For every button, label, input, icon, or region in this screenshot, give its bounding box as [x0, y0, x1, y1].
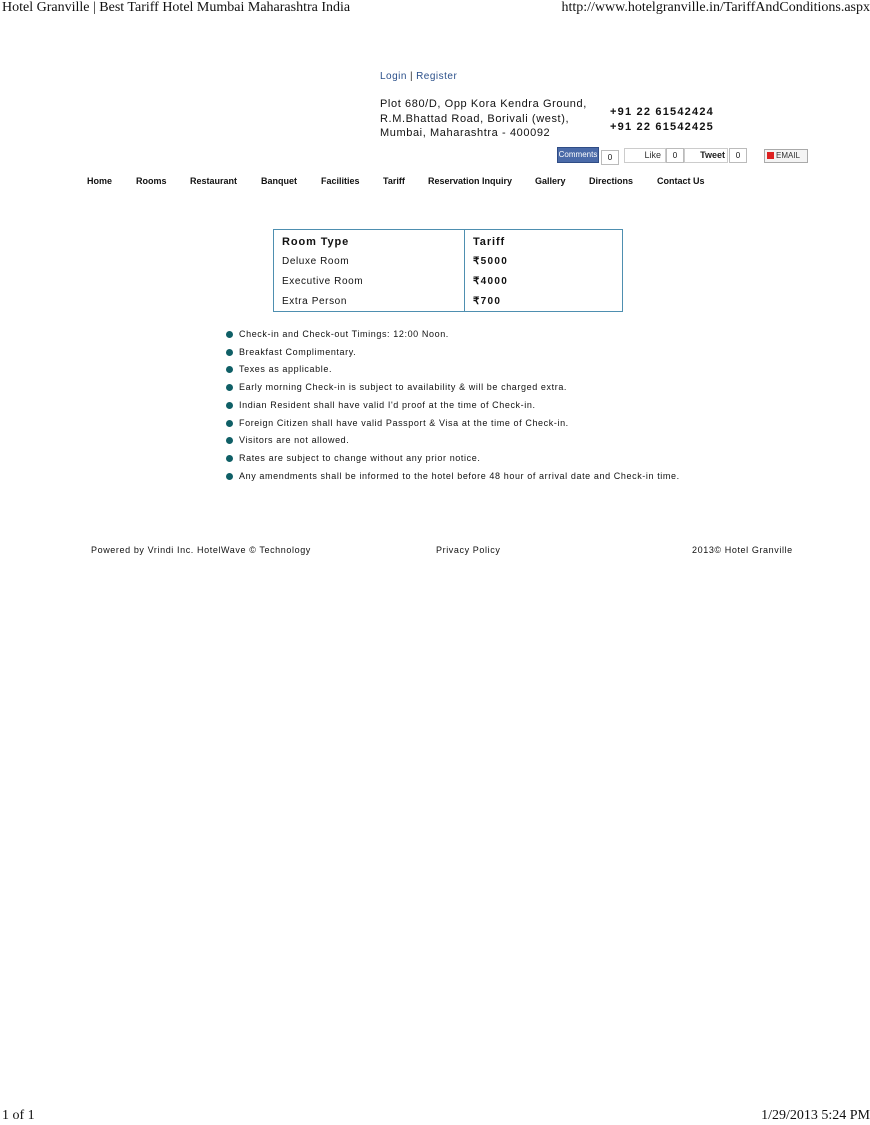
print-datetime: 1/29/2013 5:24 PM: [761, 1108, 870, 1123]
list-item: Texes as applicable.: [226, 361, 691, 379]
like-count: 0: [666, 148, 684, 163]
room-type-cell: Deluxe Room: [282, 255, 350, 267]
nav-restaurant[interactable]: Restaurant: [190, 176, 238, 186]
nav-tariff[interactable]: Tariff: [383, 176, 405, 186]
nav-contact-us[interactable]: Contact Us: [657, 176, 705, 186]
nav-rooms[interactable]: Rooms: [136, 176, 167, 186]
room-type-cell: Executive Room: [282, 275, 364, 287]
table-row: [274, 251, 623, 271]
column-header-room-type: Room Type: [282, 235, 350, 248]
tariff-table: [273, 229, 623, 312]
privacy-policy-link[interactable]: Privacy Policy: [436, 545, 501, 555]
print-header: [0, 0, 870, 18]
table-row: [274, 291, 623, 312]
nav-directions[interactable]: Directions: [589, 176, 634, 186]
list-item: Rates are subject to change without any prior notice.: [226, 450, 691, 468]
email-label: EMAIL: [776, 151, 801, 160]
address-line: Mumbai, Maharashtra - 400092: [380, 127, 551, 139]
main-nav: [0, 176, 870, 194]
print-title: Hotel Granville | Best Tariff Hotel Mumbai Maharashtra India: [2, 0, 351, 15]
auth-links: [380, 71, 457, 82]
hotel-address: [380, 97, 600, 141]
auth-separator: |: [409, 71, 414, 82]
tweet-button[interactable]: Tweet: [684, 148, 728, 163]
phone-number: +91 22 61542424: [610, 106, 714, 118]
list-item: Check-in and Check-out Timings: 12:00 Noon.: [226, 326, 691, 344]
address-line: Plot 680/D, Opp Kora Kendra Ground,: [380, 98, 587, 110]
nav-reservation-inquiry[interactable]: Reservation Inquiry: [428, 176, 513, 186]
table-row: [274, 271, 623, 291]
email-share-button[interactable]: [764, 149, 808, 163]
list-item: Foreign Citizen shall have valid Passport & Visa at the time of Check-in.: [226, 415, 691, 433]
like-button[interactable]: Like: [624, 148, 666, 163]
tariff-cell: ₹5000: [465, 251, 623, 271]
list-item: Breakfast Complimentary.: [226, 344, 691, 362]
page-number: 1 of 1: [2, 1108, 35, 1123]
copyright: 2013© Hotel Granville: [692, 545, 793, 555]
comments-count: 0: [601, 150, 619, 165]
powered-by: Powered by Vrindi Inc. HotelWave © Technology: [91, 545, 311, 555]
room-type-cell: Extra Person: [282, 295, 348, 307]
nav-banquet[interactable]: Banquet: [261, 176, 297, 186]
list-item: Any amendments shall be informed to the hotel before 48 hour of arrival date and Check-in time.: [226, 468, 691, 486]
tweet-count: 0: [729, 148, 747, 163]
terms-list: [226, 326, 691, 485]
tariff-cell: ₹4000: [465, 271, 623, 291]
email-plus-icon: [767, 152, 774, 159]
list-item: Visitors are not allowed.: [226, 432, 691, 450]
nav-gallery[interactable]: Gallery: [535, 176, 566, 186]
login-link[interactable]: Login: [380, 71, 407, 82]
phone-number: +91 22 61542425: [610, 120, 714, 133]
comments-button[interactable]: Comments: [557, 147, 599, 163]
address-line: R.M.Bhattad Road, Borivali (west),: [380, 112, 570, 125]
tariff-cell: ₹700: [465, 291, 623, 312]
phone-numbers: [610, 105, 714, 134]
list-item: Indian Resident shall have valid I'd proof at the time of Check-in.: [226, 397, 691, 415]
nav-home[interactable]: Home: [87, 176, 113, 186]
column-header-tariff: Tariff: [465, 230, 623, 252]
list-item: Early morning Check-in is subject to availability & will be charged extra.: [226, 379, 691, 397]
nav-facilities[interactable]: Facilities: [321, 176, 360, 186]
print-url: http://www.hotelgranville.in/TariffAndConditions.aspx: [561, 0, 870, 15]
table-header-row: [274, 230, 623, 252]
register-link[interactable]: Register: [416, 71, 458, 82]
